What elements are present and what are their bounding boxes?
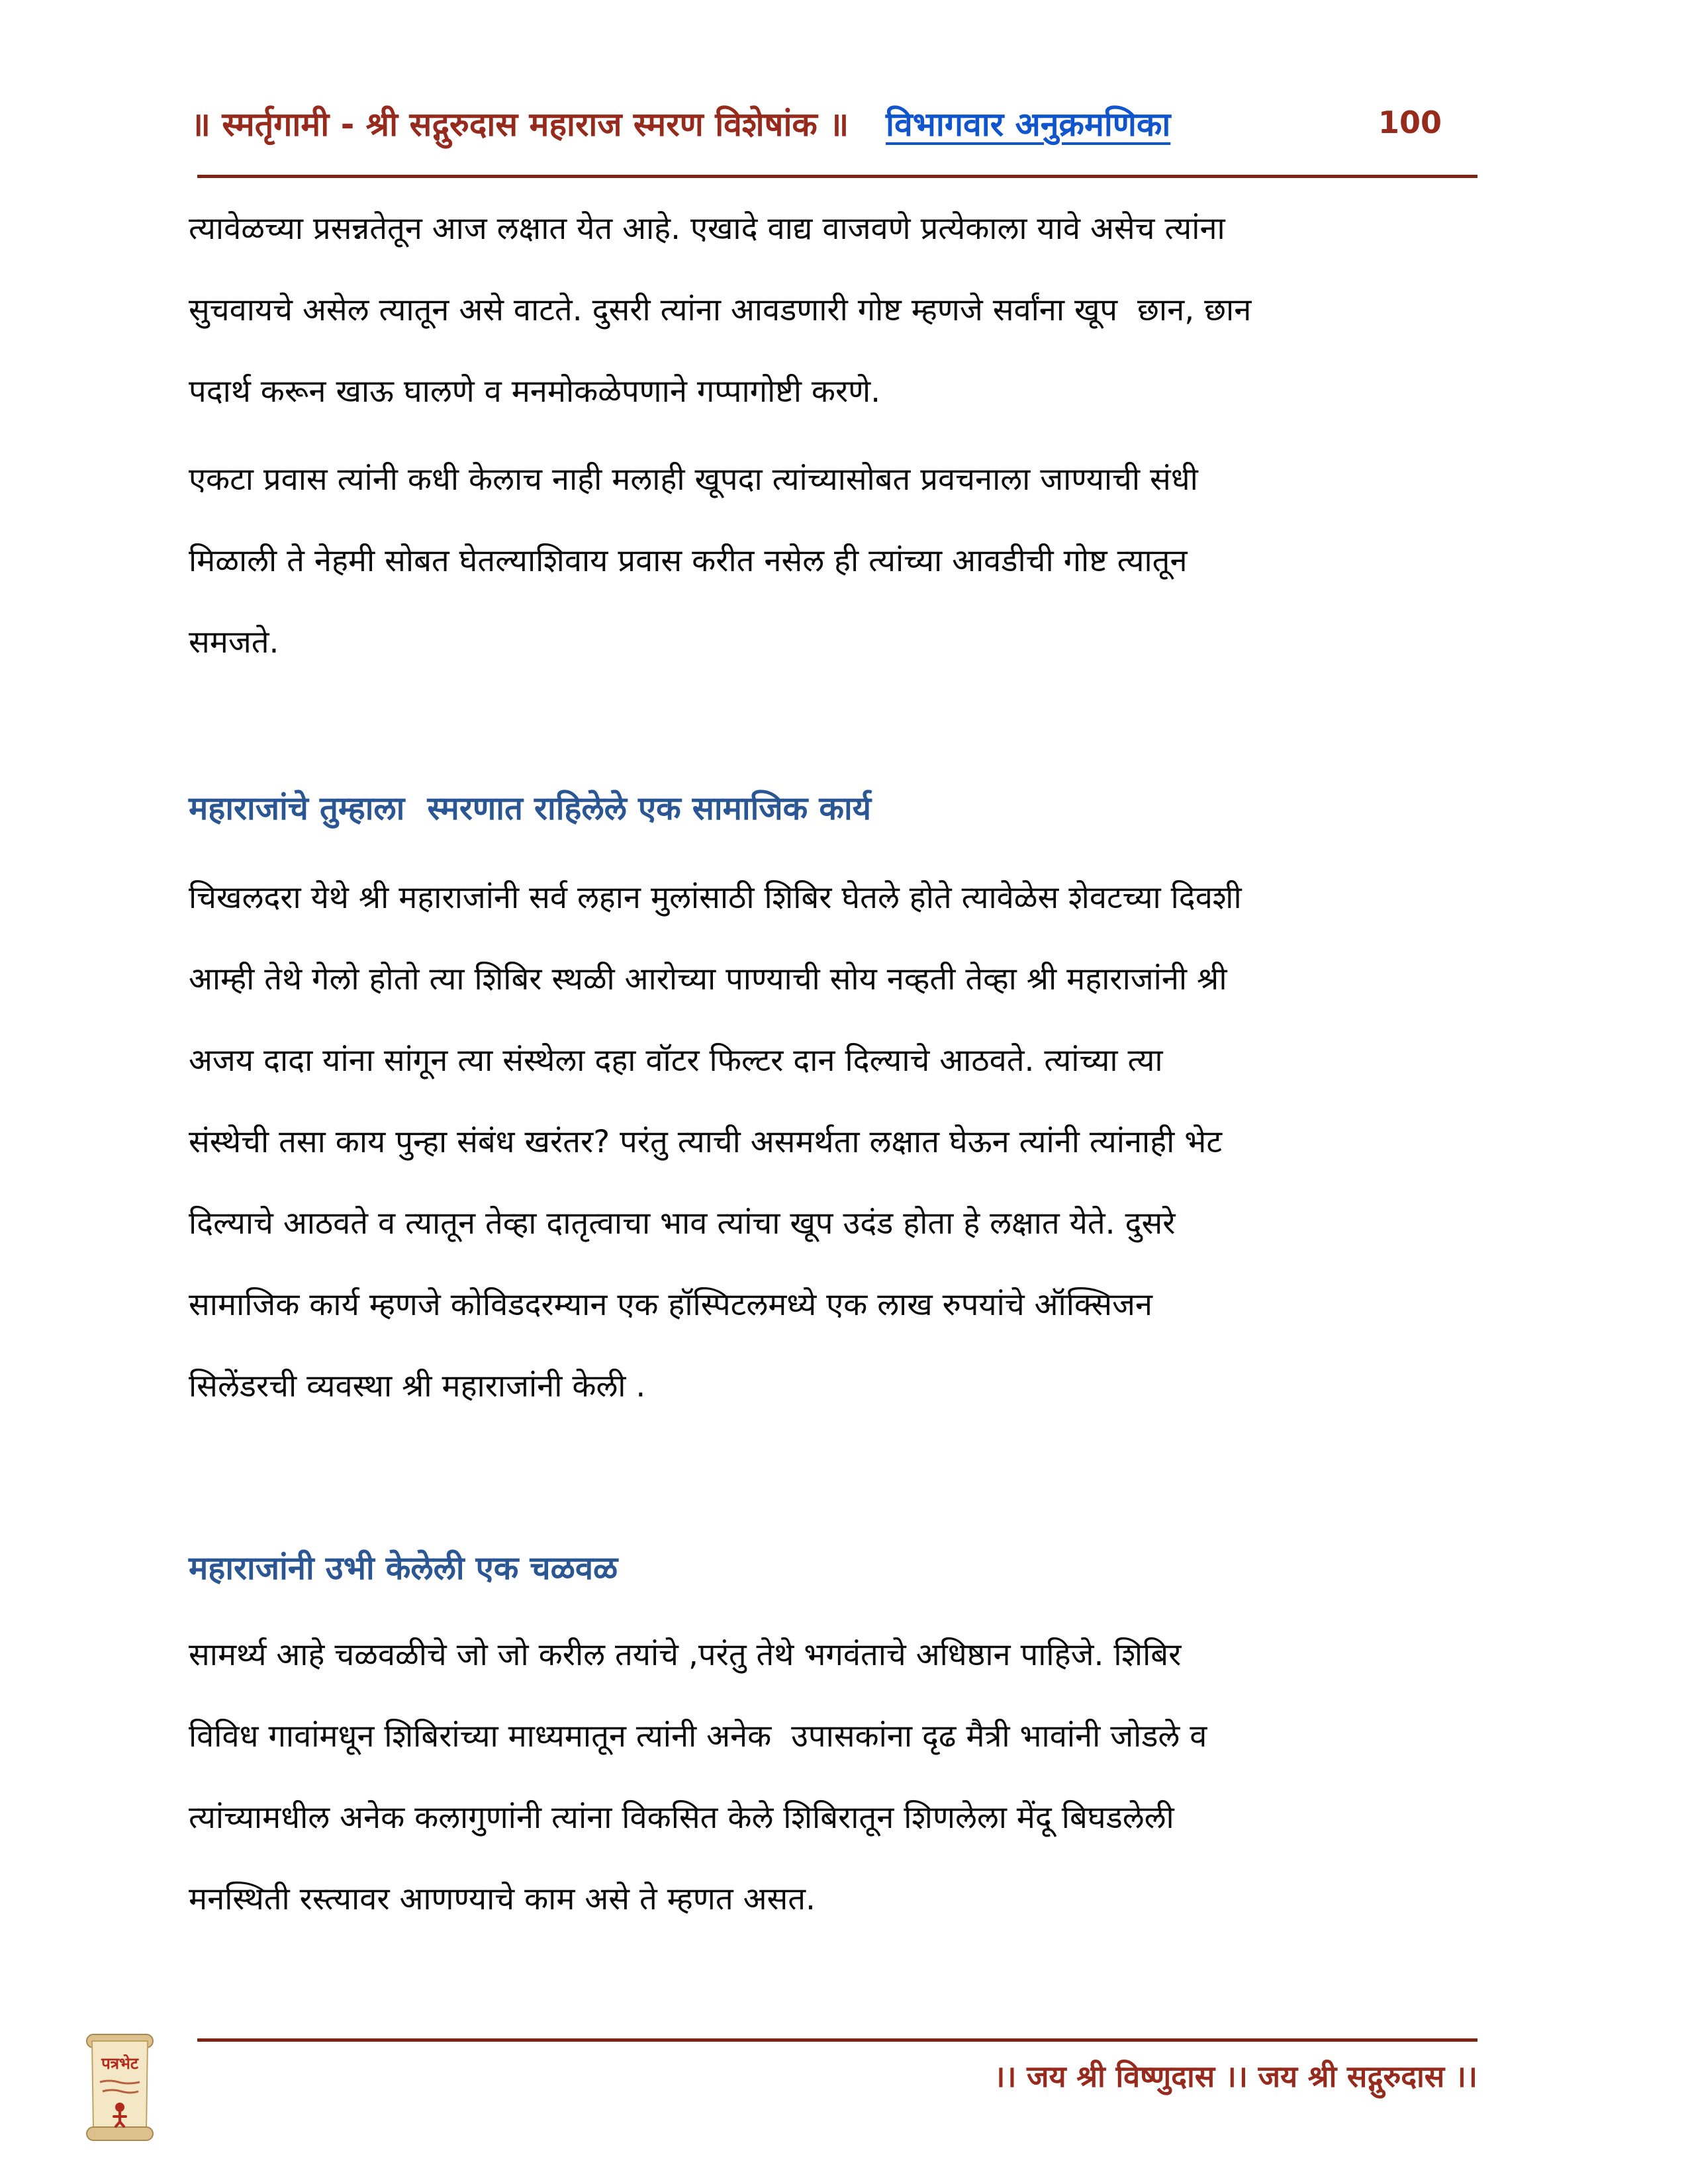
text-line: मनस्थिती रस्त्यावर आणण्याचे काम असे ते म्हणत असत. xyxy=(189,1880,816,1917)
text-line: समजते. xyxy=(189,623,279,660)
paragraph-1 xyxy=(189,186,1513,430)
page-number: 100 xyxy=(1378,105,1442,140)
footer-divider xyxy=(197,2038,1477,2042)
text-line: त्यावेळच्या प्रसन्नतेतून आज लक्षात येत आहे. एखादे वाद्य वाजवणे प्रत्येकाला यावे असेच त्यांना xyxy=(189,210,1225,247)
section-heading-movement: महाराजांनी उभी केलेली एक चळवळ xyxy=(189,1549,618,1587)
header-divider xyxy=(197,175,1477,178)
paragraph-3 xyxy=(189,855,1513,1425)
text-line: चिखलदरा येथे श्री महाराजांनी सर्व लहान मुलांसाठी शिबिर घेतले होते त्यावेळेस शेवटच्या दिवशी xyxy=(189,879,1242,916)
toc-link[interactable]: विभागवार अनुक्रमणिका xyxy=(886,105,1171,144)
logo-label-text: पत्रभेट xyxy=(101,2054,138,2073)
paragraph-2 xyxy=(189,437,1513,681)
page-title: ॥ स्मर्तृगामी - श्री सद्गुरुदास महाराज स्मरण विशेषांक ॥ xyxy=(191,105,849,144)
text-line: विविध गावांमधून शिबिरांच्या माध्यमातून त्यांनी अनेक उपासकांना दृढ मैत्री भावांनी जोडले व xyxy=(189,1717,1207,1754)
text-line: पदार्थ करून खाऊ घालणे व मनमोकळेपणाने गप्पागोष्टी करणे. xyxy=(189,373,881,410)
text-line: मिळाली ते नेहमी सोबत घेतल्याशिवाय प्रवास करीत नसेल ही त्यांच्या आवडीची गोष्ट त्यातून xyxy=(189,542,1188,579)
text-line: सामर्थ्य आहे चळवळीचे जो जो करील तयांचे ,परंतु तेथे भगवंताचे अधिष्ठान पाहिजे. शिबिर xyxy=(189,1636,1182,1673)
patrabhet-scroll-logo xyxy=(83,2030,157,2144)
text-line: सुचवायचे असेल त्यातून असे वाटते. दुसरी त्यांना आवडणारी गोष्ट म्हणजे सर्वांना खूप छान, छान xyxy=(189,291,1252,328)
scroll-icon xyxy=(83,2030,157,2144)
text-line: संस्थेची तसा काय पुन्हा संबंध खरंतर? परंतु त्याची असमर्थता लक्षात घेऊन त्यांनी त्यांनाही भेट xyxy=(189,1123,1223,1160)
text-line: त्यांच्यामधील अनेक कलागुणांनी त्यांना विकसित केले शिबिरातून शिणलेला मेंदू बिघडलेली xyxy=(189,1799,1174,1836)
text-line: सामाजिक कार्य म्हणजे कोविडदरम्यान एक हॉस्पिटलमध्ये एक लाख रुपयांचे ऑक्सिजन xyxy=(189,1286,1152,1323)
text-line: दिल्याचे आठवते व त्यातून तेव्हा दातृत्वाचा भाव त्यांचा खूप उदंड होता हे लक्षात येते. दुसरे xyxy=(189,1205,1176,1242)
text-line: सिलेंडरची व्यवस्था श्री महाराजांनी केली . xyxy=(189,1367,646,1404)
footer-mantra: ।। जय श्री विष्णुदास ।। जय श्री सद्गुरुदास ।। xyxy=(994,2059,1477,2094)
text-line: अजय दादा यांना सांगून त्या संस्थेला दहा वॉटर फिल्टर दान दिल्याचे आठवते. त्यांच्या त्या xyxy=(189,1042,1163,1079)
text-line: एकटा प्रवास त्यांनी कधी केलाच नाही मलाही खूपदा त्यांच्यासोबत प्रवचनाला जाण्याची संधी xyxy=(189,461,1198,498)
paragraph-4 xyxy=(189,1612,1513,1938)
section-heading-social-work: महाराजांचे तुम्हाला स्मरणात राहिलेले एक सामाजिक कार्य xyxy=(189,790,872,827)
text-line: आम्ही तेथे गेलो होतो त्या शिबिर स्थळी आरोच्या पाण्याची सोय नव्हती तेव्हा श्री महाराजांनी श्री xyxy=(189,960,1227,997)
